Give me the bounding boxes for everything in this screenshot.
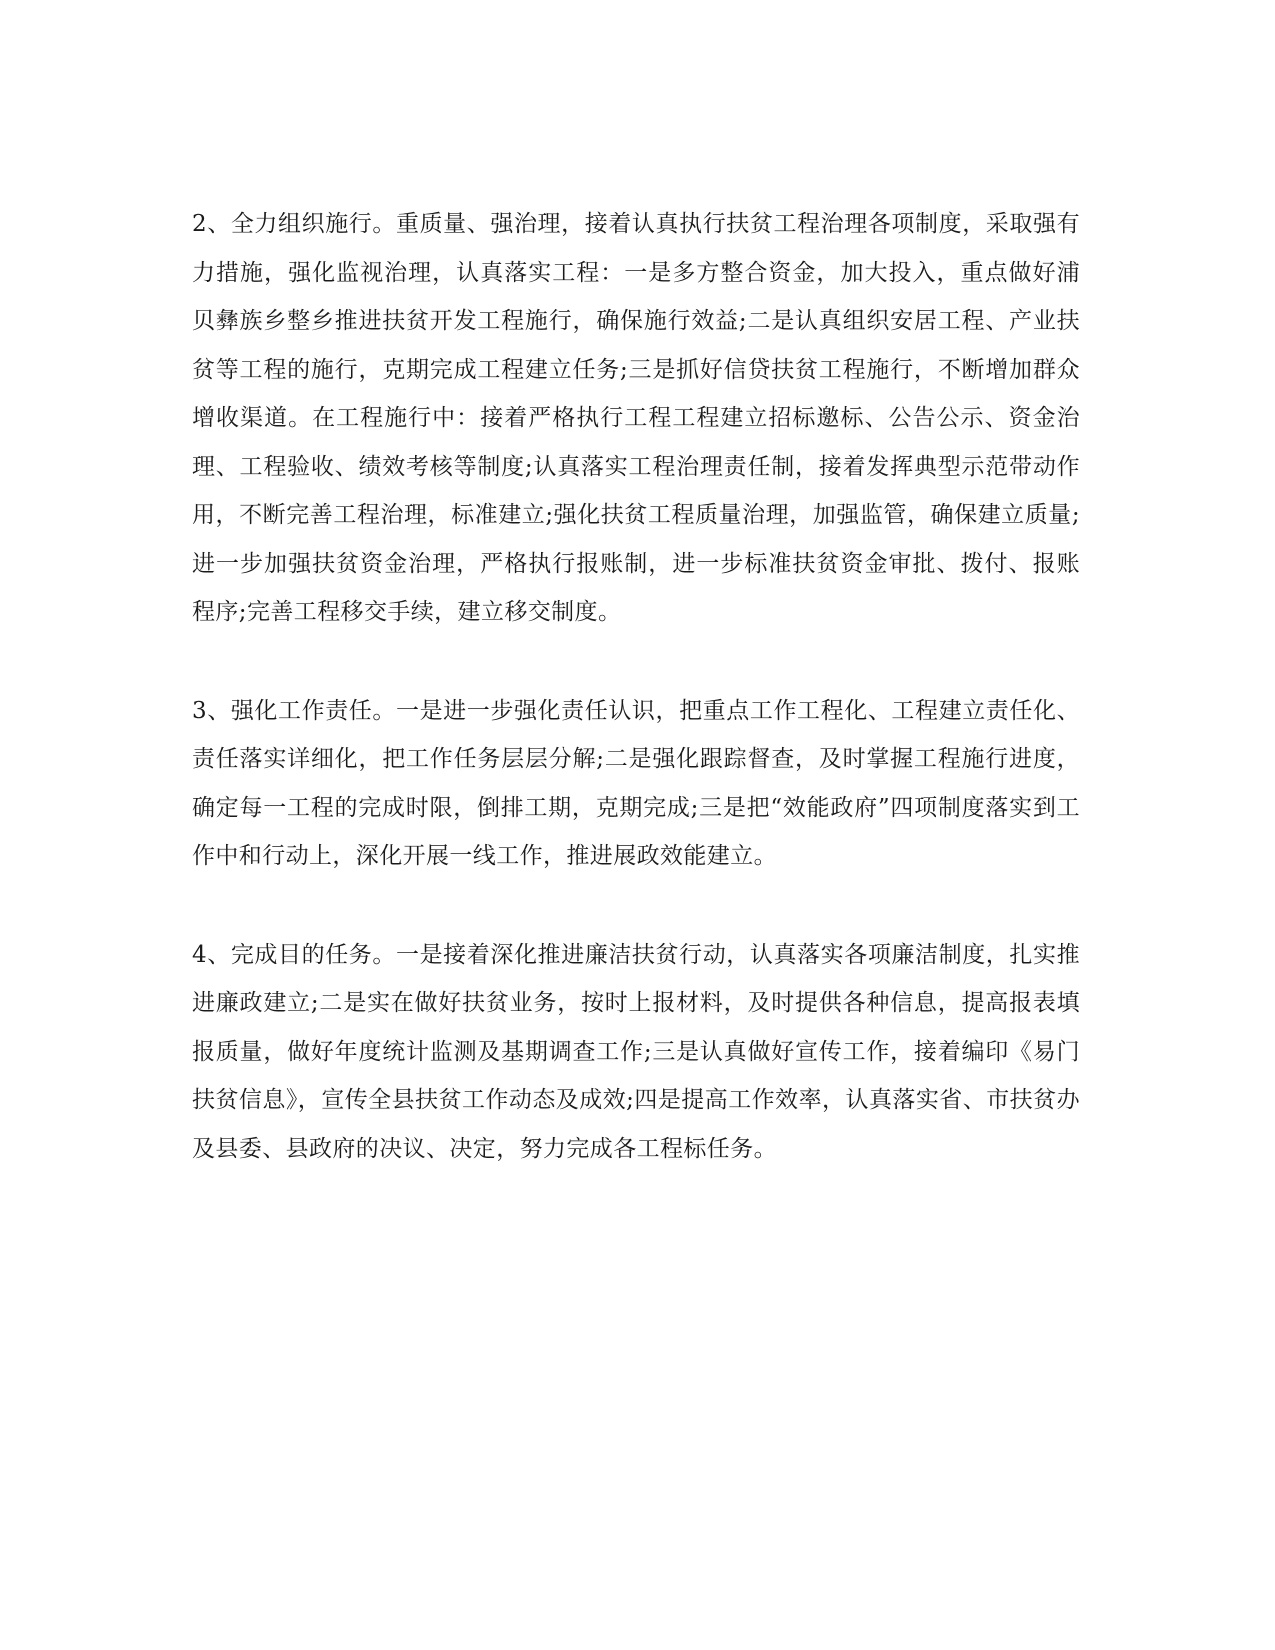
- document-body: [192, 200, 1080, 1173]
- paragraph-targets: 4、完成目的任务。一是接着深化推进廉洁扶贫行动，认真落实各项廉洁制度，扎实推进廉政建立;二是实在做好扶贫业务，按时上报材料，及时提供各种信息，提高报表填报质量，做好年度统计监测及基期调查工作;三是认真做好宣传工作，接着编印《易门扶贫信息》，宣传全县扶贫工作动态及成效;四是提高工作效率，认真落实省、市扶贫办及县委、县政府的决议、决定，努力完成各工程标任务。: [192, 941, 1080, 1162]
- paragraph-implementation: 2、全力组织施行。重质量、强治理，接着认真执行扶贫工程治理各项制度，采取强有力措施，强化监视治理，认真落实工程：一是多方整合资金，加大投入，重点做好浦贝彝族乡整乡推进扶贫开发工程施行，确保施行效益;二是认真组织安居工程、产业扶贫等工程的施行，克期完成工程建立任务;三是抓好信贷扶贫工程施行，不断增加群众增收渠道。在工程施行中：接着严格执行工程工程建立招标邀标、公告公示、资金治理、工程验收、绩效考核等制度;认真落实工程治理责任制，接着发挥典型示范带动作用，不断完善工程治理，标准建立;强化扶贫工程质量治理，加强监管，确保建立质量;进一步加强扶贫资金治理，严格执行报账制，进一步标准扶贫资金审批、拨付、报账程序;完善工程移交手续，建立移交制度。: [192, 211, 1080, 625]
- paragraph-responsibility: 3、强化工作责任。一是进一步强化责任认识，把重点工作工程化、工程建立责任化、责任落实详细化，把工作任务层层分解;二是强化跟踪督查，及时掌握工程施行进度，确定每一工程的完成时限，倒排工期，克期完成;三是把“效能政府”四项制度落实到工作中和行动上，深化开展一线工作，推进展政效能建立。: [192, 697, 1080, 869]
